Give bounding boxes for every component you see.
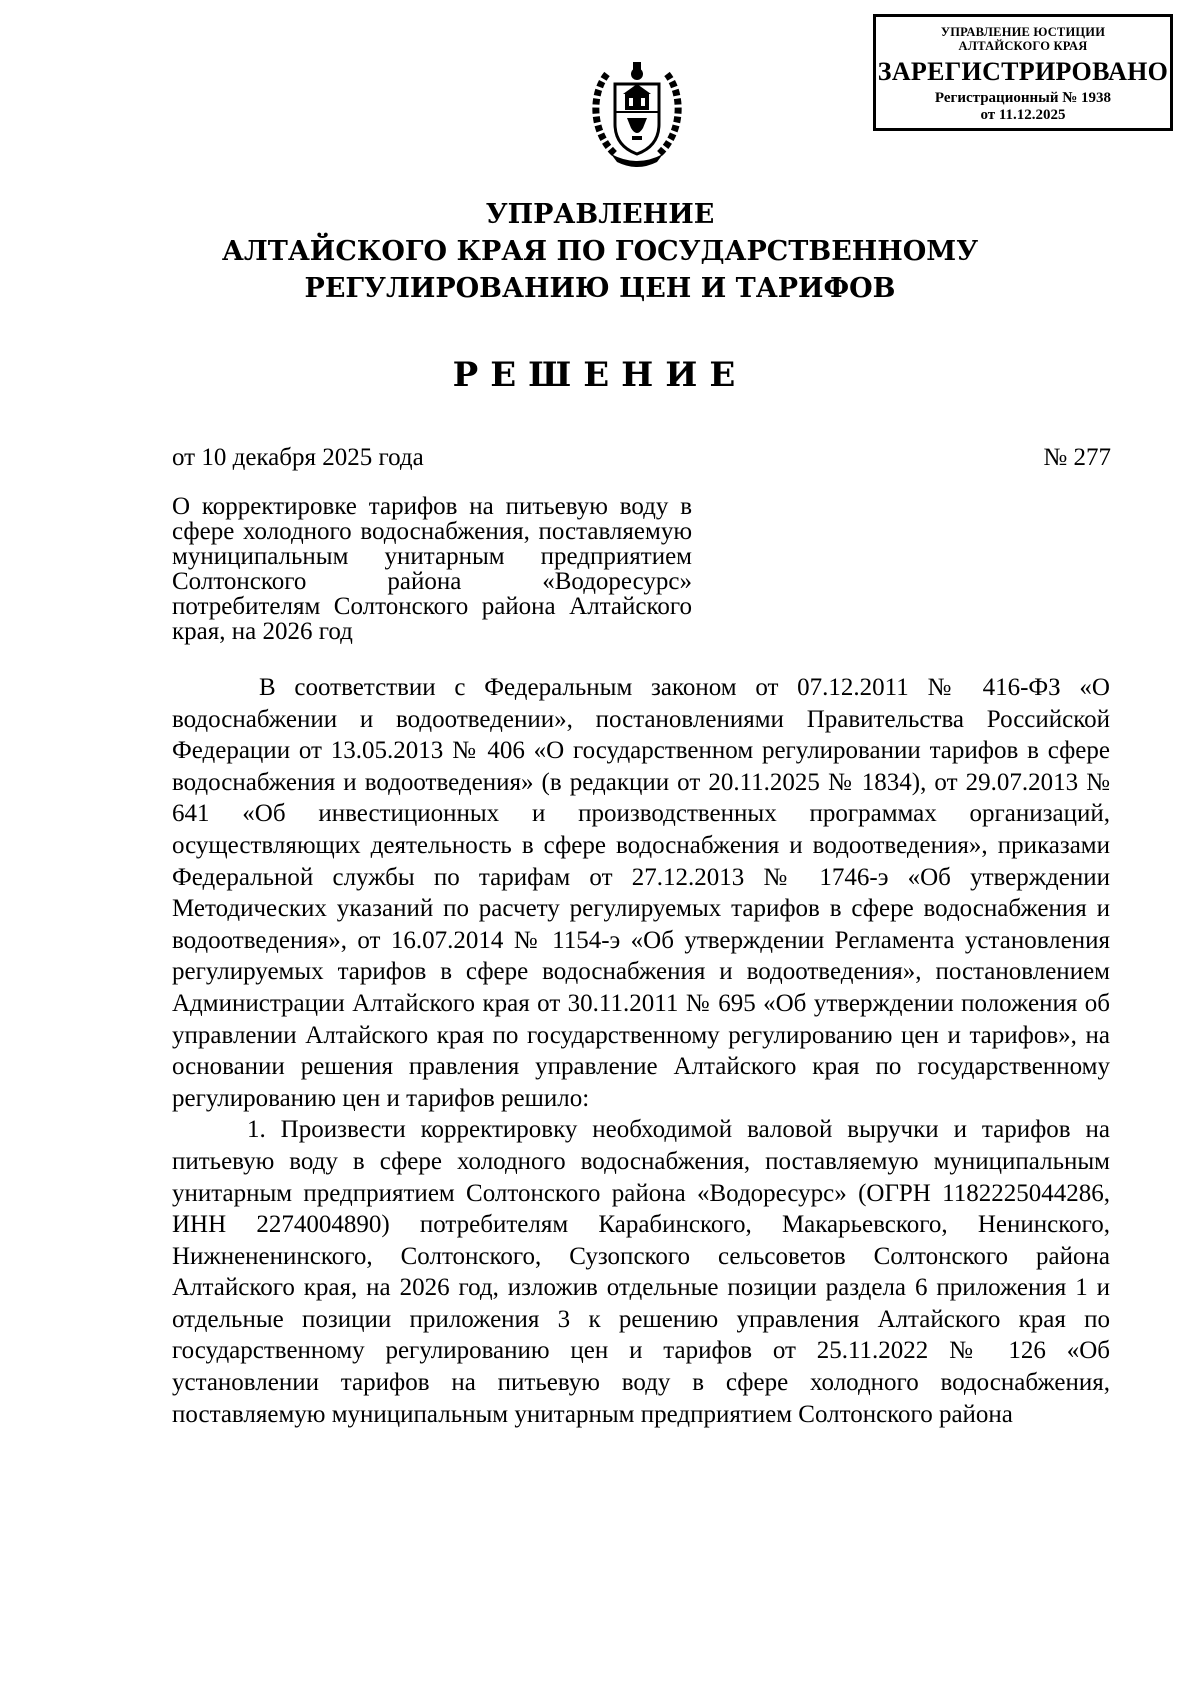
preamble-paragraph: В соответствии с Федеральным законом от 07.12.2011 № 416-ФЗ «О водоснабжении и водоотведении», постановлениями Правительства Российской Федерации от 13.05.2013 № 406 «О государственном регулировании тарифов в сфере водоснабжения и водоотведения» (в редакции от 20.11.2025 № 1834), от 29.07.2013 № 641 «Об инвестиционных и производственных программах организаций, осуществляющих деятельность в сфере водоснабжения и водоотведения», приказами Федеральной службы по тарифам от 27.12.2013 № 1746-э «Об утверждении Методических указаний по расчету регулируемых тарифов в сфере водоснабжения и водоотведения», от 16.07.2014 № 1154-э «Об утверждении Регламента установления регулируемых тарифов в сфере водоснабжения и водоотведения», постановлением Администрации Алтайского края от 30.11.2011 № 695 «Об утверждении положения об управлении Алтайского края по государственному регулированию цен и тарифов», на основании решения правления управление Алтайского края по государственному регулированию цен и тарифов решило: bbox=[172, 674, 1110, 1112]
stamp-reg-date: от 11.12.2025 bbox=[980, 107, 1066, 123]
document-body bbox=[172, 672, 1110, 1430]
agency-line-2: АЛТАЙСКОГО КРАЯ ПО ГОСУДАРСТВЕННОМУ bbox=[221, 236, 979, 267]
registration-stamp bbox=[873, 14, 1173, 131]
document-subject: О корректировке тарифов на питьевую воду в сфере холодного водоснабжения, поставляемую муниципальным унитарным предприятием Солтонского района «Водоресурс» потребителям Солтонского района Алтайского края, на 2026 год bbox=[172, 493, 692, 645]
stamp-reg-number: Регистрационный № 1938 bbox=[934, 90, 1112, 106]
coat-of-arms-icon bbox=[585, 54, 689, 170]
document-type: РЕШЕНИЕ bbox=[452, 355, 748, 395]
decision-item-1: 1. Произвести корректировку необходимой валовой выручки и тарифов на питьевую воду в сфере холодного водоснабжения, поставляемую муниципальным унитарным предприятием Солтонского района «Водоресурс» (ОГРН 1182225044286, ИНН 2274004890) потребителям Карабинского, Макарьевского, Ненинского, Нижнененинского, Солтонского, Сузопского сельсоветов Солтонского района Алтайского края, на 2026 год, изложив отдельные позиции раздела 6 приложения 1 и отдельные позиции приложения 3 к решению управления Алтайского края по государственному регулированию цен и тарифов от 25.11.2022 № 126 «Об установлении тарифов на питьевую воду в сфере холодного водоснабжения, поставляемую муниципальным унитарным предприятием Солтонского района bbox=[172, 1116, 1110, 1428]
stamp-org-line2: АЛТАЙСКОГО КРАЯ bbox=[958, 39, 1088, 53]
document-number: № 277 bbox=[1043, 444, 1111, 471]
stamp-status: ЗАРЕГИСТРИРОВАНО bbox=[877, 57, 1169, 86]
document-date: от 10 декабря 2025 года bbox=[172, 444, 424, 471]
stamp-org-line1: УПРАВЛЕНИЕ ЮСТИЦИИ bbox=[940, 25, 1106, 39]
agency-line-1: УПРАВЛЕНИЕ bbox=[485, 199, 715, 230]
agency-line-3: РЕГУЛИРОВАНИЮ ЦЕН И ТАРИФОВ bbox=[304, 273, 896, 304]
agency-name bbox=[0, 196, 1200, 307]
